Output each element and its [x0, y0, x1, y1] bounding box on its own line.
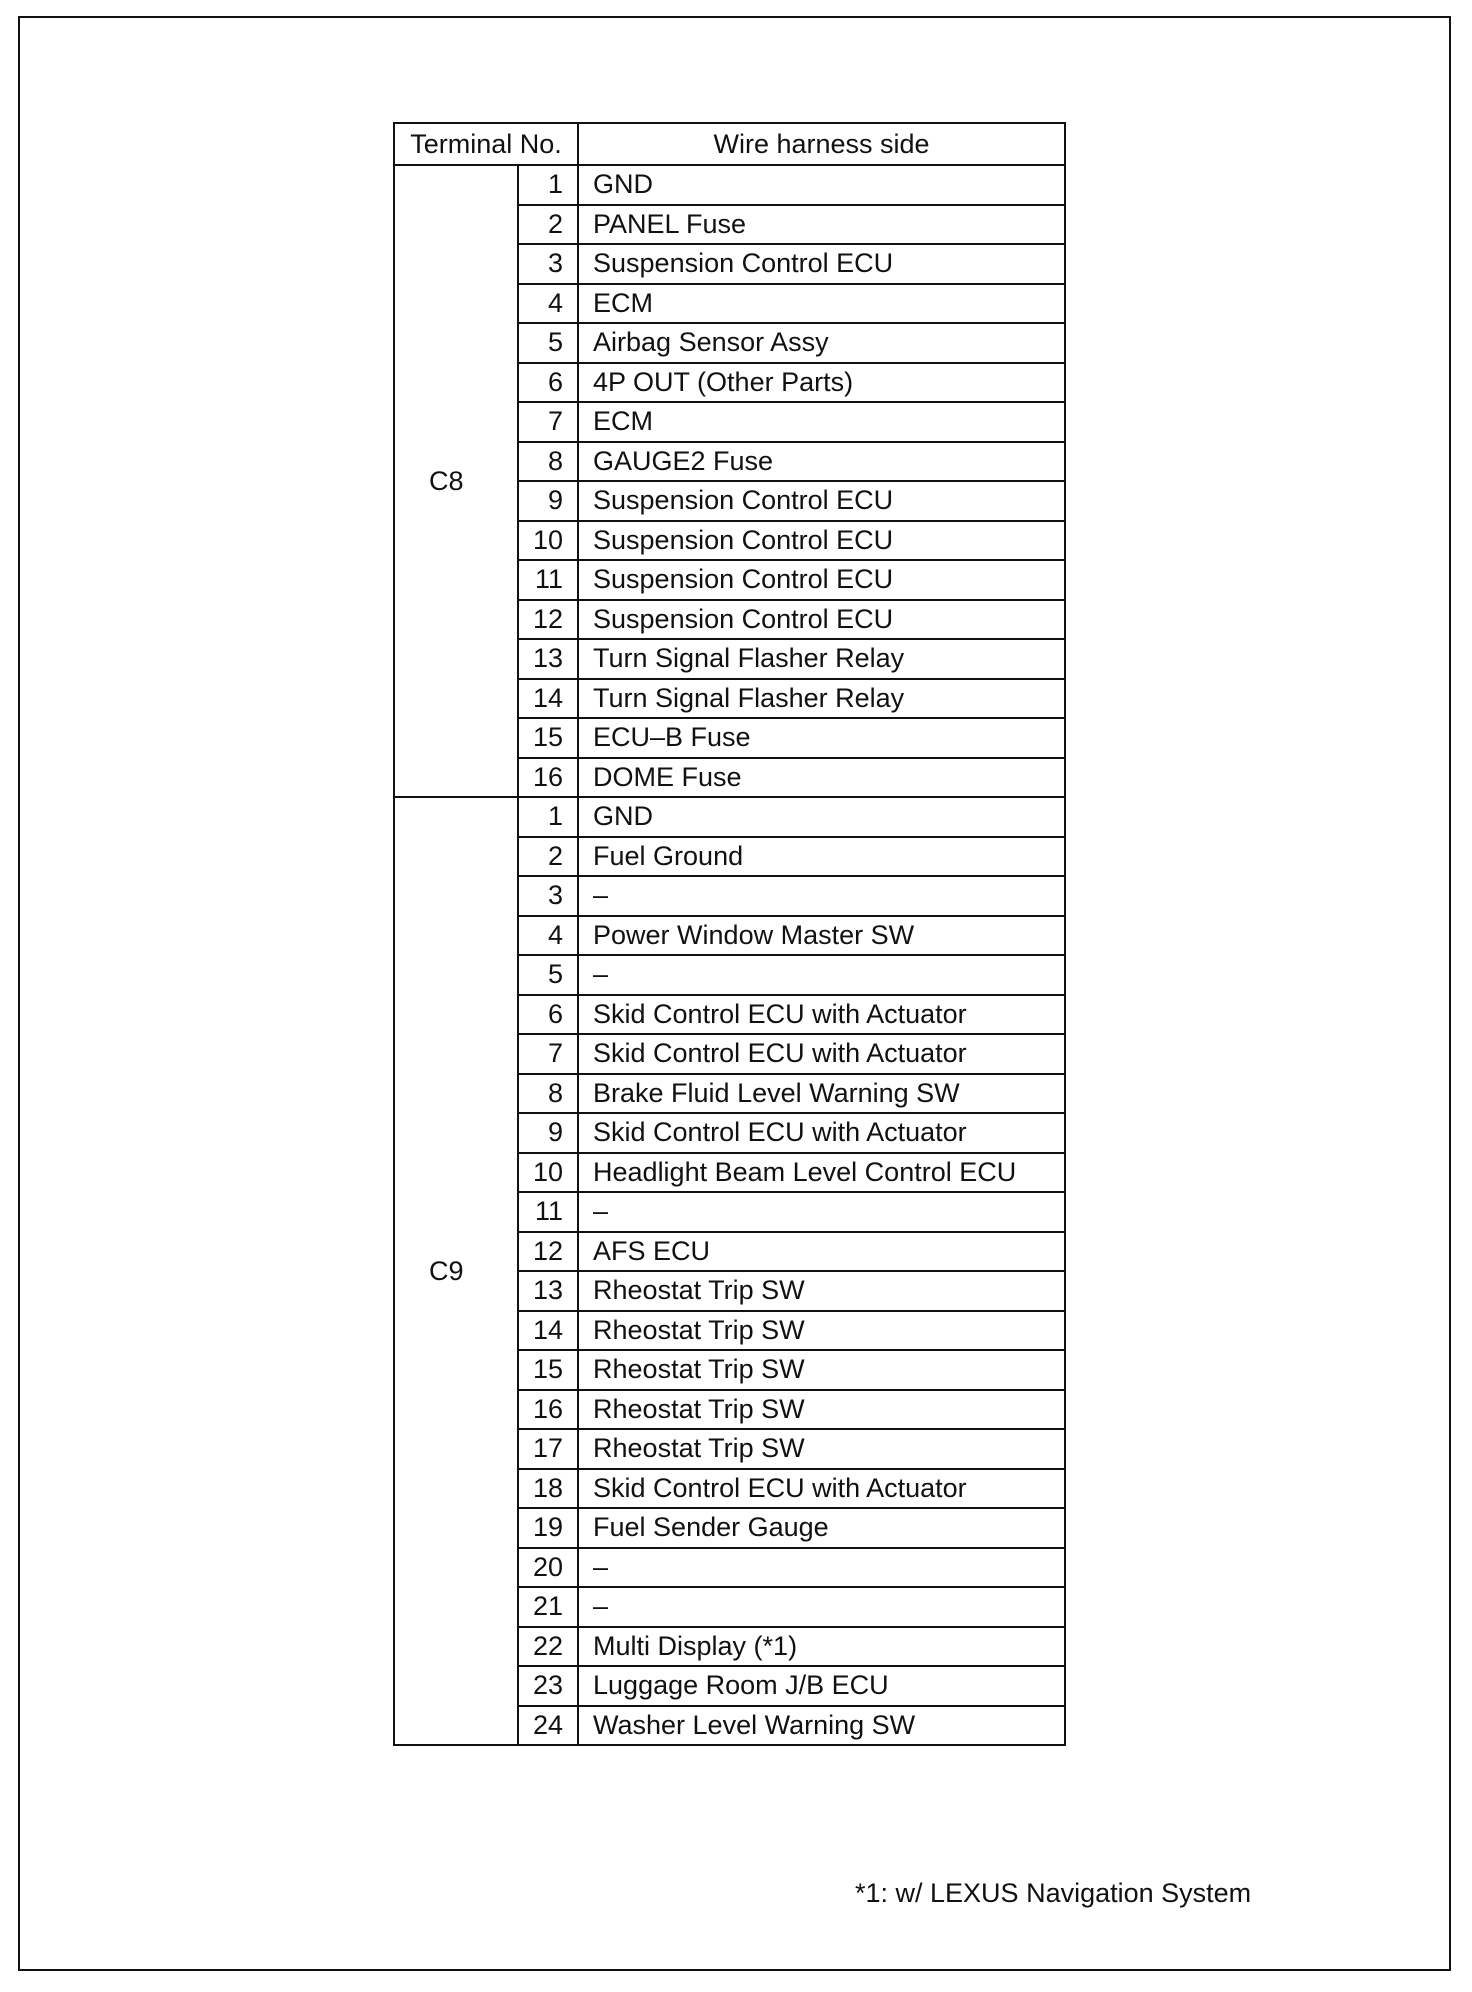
wire-harness-description: GND	[578, 165, 1065, 205]
terminal-number: 23	[518, 1666, 578, 1706]
wire-harness-description: DOME Fuse	[578, 758, 1065, 798]
wire-harness-description: –	[578, 955, 1065, 995]
terminal-number: 22	[518, 1627, 578, 1667]
terminal-number: 1	[518, 797, 578, 837]
wire-harness-description: Airbag Sensor Assy	[578, 323, 1065, 363]
terminal-table	[393, 122, 1066, 1746]
wire-harness-description: Suspension Control ECU	[578, 600, 1065, 640]
terminal-number: 17	[518, 1429, 578, 1469]
terminal-number: 10	[518, 1153, 578, 1193]
header-wire-harness-side: Wire harness side	[578, 123, 1065, 165]
terminal-number: 12	[518, 1232, 578, 1272]
connector-label: C9	[394, 797, 518, 1745]
wire-harness-description: 4P OUT (Other Parts)	[578, 363, 1065, 403]
terminal-number: 2	[518, 205, 578, 245]
table-row	[394, 165, 1065, 205]
terminal-number: 4	[518, 916, 578, 956]
connector-label: C8	[394, 165, 518, 797]
terminal-number: 16	[518, 758, 578, 798]
wire-harness-description: GND	[578, 797, 1065, 837]
terminal-number: 15	[518, 718, 578, 758]
terminal-number: 13	[518, 639, 578, 679]
wire-harness-description: AFS ECU	[578, 1232, 1065, 1272]
wire-harness-description: Rheostat Trip SW	[578, 1311, 1065, 1351]
wire-harness-description: Skid Control ECU with Actuator	[578, 995, 1065, 1035]
terminal-number: 3	[518, 244, 578, 284]
wire-harness-description: Skid Control ECU with Actuator	[578, 1113, 1065, 1153]
wire-harness-description: Luggage Room J/B ECU	[578, 1666, 1065, 1706]
terminal-number: 9	[518, 1113, 578, 1153]
terminal-number: 12	[518, 600, 578, 640]
table-row	[394, 797, 1065, 837]
wire-harness-description: Headlight Beam Level Control ECU	[578, 1153, 1065, 1193]
terminal-number: 7	[518, 402, 578, 442]
wire-harness-description: Power Window Master SW	[578, 916, 1065, 956]
table-header-row	[394, 123, 1065, 165]
wire-harness-description: Washer Level Warning SW	[578, 1706, 1065, 1746]
wire-harness-description: Rheostat Trip SW	[578, 1350, 1065, 1390]
header-terminal-no: Terminal No.	[394, 123, 578, 165]
terminal-number: 3	[518, 876, 578, 916]
wire-harness-description: Fuel Ground	[578, 837, 1065, 877]
terminal-number: 8	[518, 1074, 578, 1114]
wire-harness-description: Skid Control ECU with Actuator	[578, 1469, 1065, 1509]
terminal-number: 20	[518, 1548, 578, 1588]
terminal-number: 21	[518, 1587, 578, 1627]
wire-harness-description: Fuel Sender Gauge	[578, 1508, 1065, 1548]
terminal-number: 10	[518, 521, 578, 561]
wire-harness-description: Turn Signal Flasher Relay	[578, 679, 1065, 719]
terminal-number: 24	[518, 1706, 578, 1746]
table-body	[394, 165, 1065, 1745]
terminal-number: 14	[518, 1311, 578, 1351]
terminal-number: 7	[518, 1034, 578, 1074]
terminal-number: 8	[518, 442, 578, 482]
terminal-number: 5	[518, 323, 578, 363]
wire-harness-description: GAUGE2 Fuse	[578, 442, 1065, 482]
terminal-number: 15	[518, 1350, 578, 1390]
wire-harness-description: –	[578, 1548, 1065, 1588]
wire-harness-description: Suspension Control ECU	[578, 481, 1065, 521]
terminal-number: 1	[518, 165, 578, 205]
footnote: *1: w/ LEXUS Navigation System	[855, 1878, 1252, 1908]
terminal-number: 13	[518, 1271, 578, 1311]
terminal-number: 18	[518, 1469, 578, 1509]
wire-harness-description: Rheostat Trip SW	[578, 1271, 1065, 1311]
terminal-number: 2	[518, 837, 578, 877]
wire-harness-description: ECM	[578, 284, 1065, 324]
terminal-number: 9	[518, 481, 578, 521]
terminal-number: 14	[518, 679, 578, 719]
wire-harness-description: –	[578, 1192, 1065, 1232]
terminal-number: 16	[518, 1390, 578, 1430]
terminal-number: 6	[518, 363, 578, 403]
wire-harness-description: Rheostat Trip SW	[578, 1429, 1065, 1469]
wire-harness-description: Suspension Control ECU	[578, 521, 1065, 561]
wire-harness-description: ECU–B Fuse	[578, 718, 1065, 758]
terminal-number: 6	[518, 995, 578, 1035]
wire-harness-description: Suspension Control ECU	[578, 244, 1065, 284]
terminal-number: 11	[518, 1192, 578, 1232]
terminal-number: 5	[518, 955, 578, 995]
wire-harness-description: –	[578, 876, 1065, 916]
wire-harness-description: –	[578, 1587, 1065, 1627]
wire-harness-description: Brake Fluid Level Warning SW	[578, 1074, 1065, 1114]
terminal-number: 19	[518, 1508, 578, 1548]
terminal-number: 4	[518, 284, 578, 324]
wire-harness-description: Suspension Control ECU	[578, 560, 1065, 600]
wire-harness-description: ECM	[578, 402, 1065, 442]
wire-harness-description: PANEL Fuse	[578, 205, 1065, 245]
wire-harness-description: Turn Signal Flasher Relay	[578, 639, 1065, 679]
terminal-number: 11	[518, 560, 578, 600]
wire-harness-description: Rheostat Trip SW	[578, 1390, 1065, 1430]
wire-harness-description: Multi Display (*1)	[578, 1627, 1065, 1667]
wire-harness-description: Skid Control ECU with Actuator	[578, 1034, 1065, 1074]
